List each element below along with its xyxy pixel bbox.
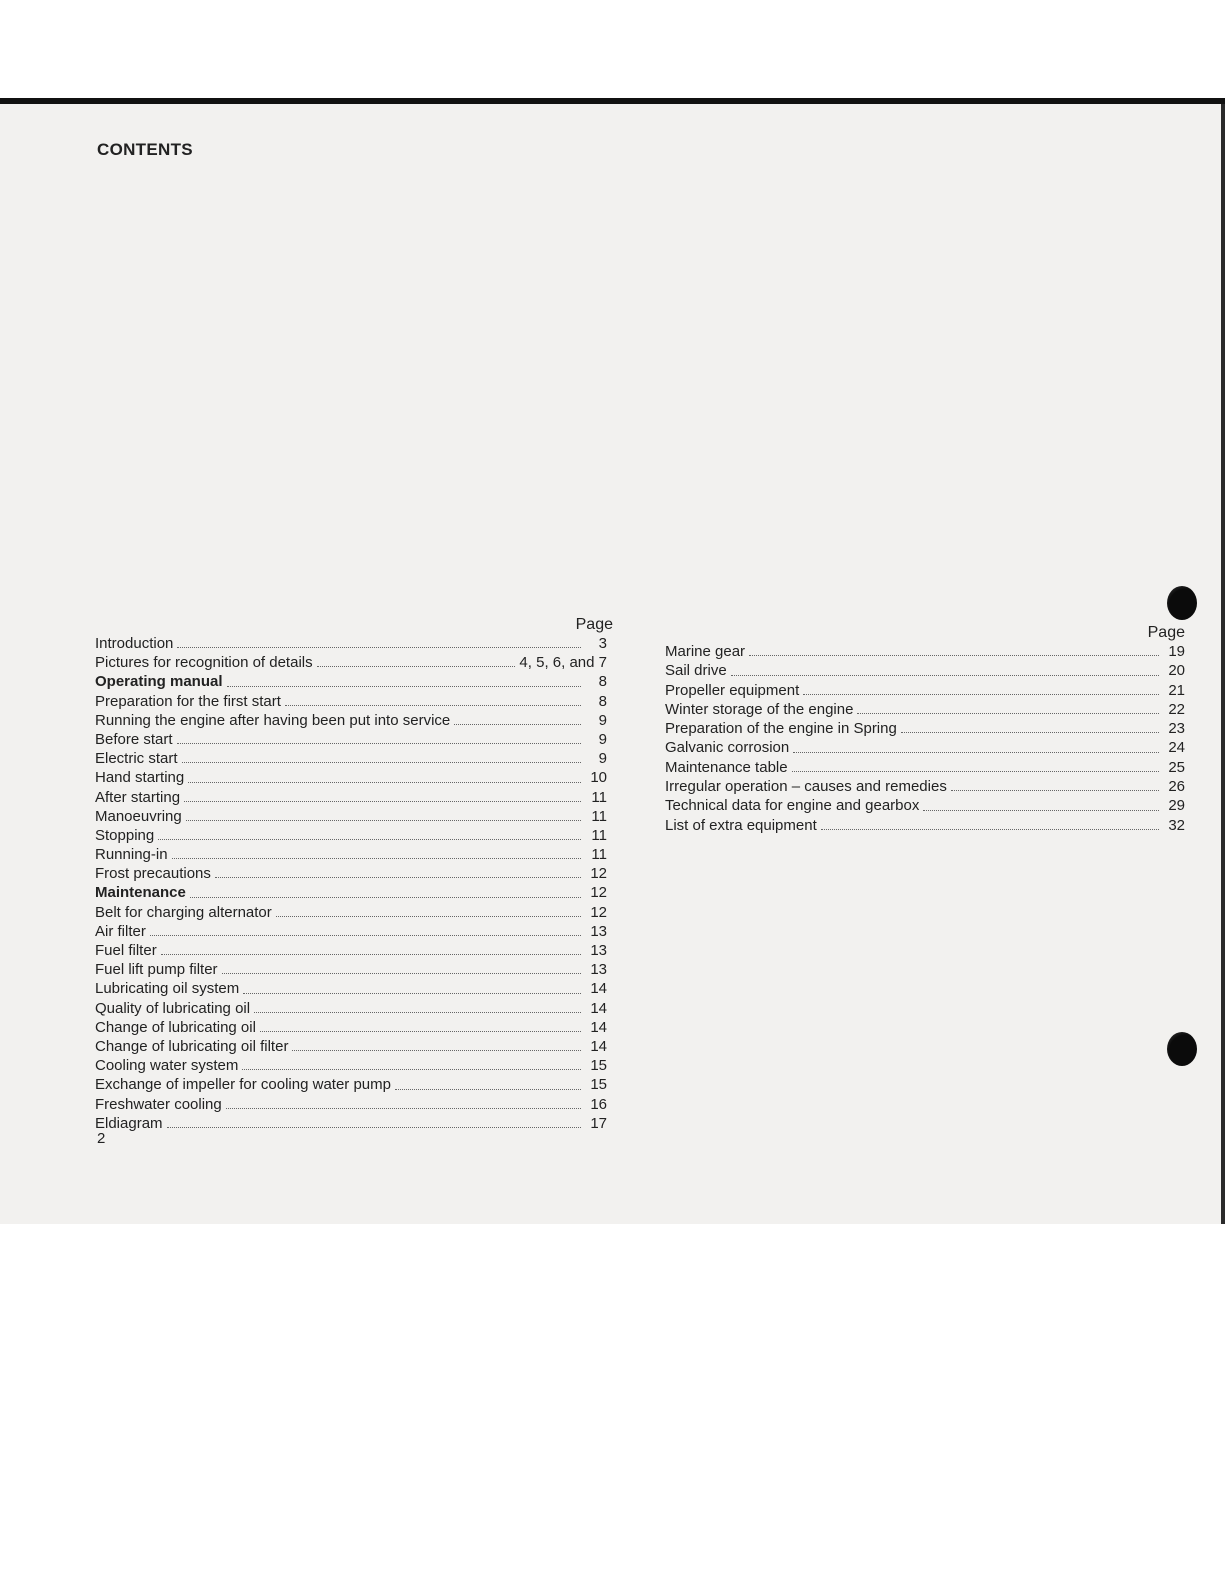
toc-entry-title: Cooling water system: [95, 1057, 239, 1075]
toc-entry: [95, 634, 615, 653]
toc-entry-title: Freshwater cooling: [95, 1095, 222, 1113]
toc-entry-title: Preparation for the first start: [95, 692, 281, 710]
toc-entry-title: Propeller equipment: [665, 681, 800, 699]
toc-entry-title: Belt for charging alternator: [95, 903, 272, 921]
contents-column-left: [95, 616, 615, 1133]
toc-entry: [95, 883, 615, 902]
dot-leader: [857, 712, 1159, 714]
toc-entry-page: 32: [1168, 816, 1185, 834]
toc-entry-page: 9: [598, 711, 607, 729]
dot-leader: [731, 674, 1159, 676]
toc-entry-page: 14: [590, 1018, 607, 1036]
contents-heading: CONTENTS: [97, 140, 193, 159]
toc-entry-title: Fuel filter: [95, 942, 157, 959]
toc-entry-page: 24: [1168, 739, 1185, 757]
toc-entry-page: 17: [590, 1114, 607, 1132]
page-number: 2: [97, 1130, 106, 1147]
toc-entry-title: Change of lubricating oil: [95, 1018, 256, 1036]
dot-leader: [215, 876, 581, 878]
toc-entry: [665, 777, 1185, 796]
toc-entry: [95, 672, 615, 691]
toc-entry-title: Preparation of the engine in Spring: [665, 720, 897, 738]
dot-leader: [222, 972, 581, 974]
toc-entry: [95, 864, 615, 883]
toc-entry-title: Maintenance table: [665, 758, 788, 776]
toc-entry-page: 20: [1168, 662, 1185, 680]
toc-entry-title: Technical data for engine and gearbox: [665, 797, 920, 815]
toc-entry-title: List of extra equipment: [665, 816, 817, 834]
toc-entry-title: Exchange of impeller for cooling water pump: [95, 1076, 391, 1094]
dot-leader: [749, 654, 1159, 656]
dot-leader: [177, 646, 581, 648]
dot-leader: [227, 685, 581, 687]
toc-entry-page: 11: [591, 788, 607, 806]
toc-entry-page: 13: [590, 961, 607, 979]
toc-entry-title: Operating manual: [95, 673, 223, 691]
toc-entry-page: 16: [590, 1095, 607, 1113]
toc-entry: [95, 730, 615, 749]
toc-entry-title: Maintenance: [95, 884, 186, 902]
toc-entry-page: 11: [591, 846, 607, 864]
toc-entry-page: 9: [598, 730, 607, 748]
toc-entry-page: 26: [1168, 778, 1185, 796]
right-entry-list: [665, 642, 1185, 835]
toc-entry: [95, 941, 615, 960]
dot-leader: [242, 1068, 581, 1070]
toc-entry: [95, 845, 615, 864]
dot-leader: [188, 781, 581, 783]
left-entry-list: [95, 634, 615, 1133]
dot-leader: [260, 1030, 581, 1032]
toc-entry-page: 23: [1168, 720, 1185, 738]
dot-leader: [951, 789, 1159, 791]
page-column-header: Page: [1147, 624, 1185, 641]
toc-entry-page: 14: [590, 1037, 607, 1055]
toc-entry: [95, 1018, 615, 1037]
dot-leader: [182, 761, 581, 763]
toc-entry: [665, 642, 1185, 661]
toc-entry-title: Air filter: [95, 922, 146, 940]
toc-entry-page: 19: [1168, 643, 1185, 660]
dot-leader: [150, 934, 581, 936]
dot-leader: [923, 809, 1159, 811]
toc-entry: [95, 979, 615, 998]
toc-entry-page: 15: [590, 1057, 607, 1075]
dot-leader: [292, 1049, 581, 1051]
dot-leader: [803, 693, 1159, 695]
toc-entry: [665, 719, 1185, 738]
toc-entry-title: Marine gear: [665, 643, 746, 660]
toc-entry-page: 11: [591, 826, 607, 844]
toc-entry: [95, 826, 615, 845]
toc-entry-page: 21: [1168, 681, 1185, 699]
dot-leader: [395, 1088, 581, 1090]
toc-entry-page: 11: [591, 807, 607, 825]
toc-entry-page: 3: [598, 635, 607, 652]
dot-leader: [243, 992, 581, 994]
toc-entry-title: Introduction: [95, 635, 174, 652]
dot-leader: [161, 953, 581, 955]
toc-entry: [665, 796, 1185, 815]
toc-entry-page: 13: [590, 922, 607, 940]
toc-entry: [95, 788, 615, 807]
dot-leader: [190, 896, 581, 898]
toc-entry-page: 22: [1168, 700, 1185, 718]
toc-entry: [95, 692, 615, 711]
dot-leader: [184, 800, 581, 802]
contents-column-right: [665, 624, 1185, 835]
toc-entry-title: Running-in: [95, 846, 168, 864]
toc-entry-title: Electric start: [95, 750, 178, 768]
dot-leader: [276, 915, 581, 917]
dot-leader: [317, 665, 516, 667]
toc-entry: [95, 1037, 615, 1056]
dot-leader: [158, 838, 581, 840]
dot-leader: [792, 770, 1159, 772]
dot-leader: [793, 751, 1159, 753]
toc-entry: [95, 1114, 615, 1133]
toc-entry-title: After starting: [95, 788, 181, 806]
toc-entry-page: 12: [590, 865, 607, 883]
toc-entry: [665, 661, 1185, 680]
toc-entry-title: Manoeuvring: [95, 807, 182, 825]
toc-entry: [95, 903, 615, 922]
toc-entry-title: Eldiagram: [95, 1114, 163, 1132]
toc-entry-title: Stopping: [95, 826, 155, 844]
page-column-header: Page: [575, 616, 613, 633]
toc-entry-page: 8: [598, 692, 607, 710]
binder-hole-icon: [1167, 586, 1197, 620]
toc-entry-page: 25: [1168, 758, 1185, 776]
toc-entry-page: 14: [590, 980, 607, 998]
toc-entry: [665, 738, 1185, 757]
toc-entry: [95, 711, 615, 730]
toc-entry-title: Pictures for recognition of details: [95, 654, 313, 672]
toc-entry: [665, 758, 1185, 777]
toc-entry-page: 15: [590, 1076, 607, 1094]
toc-entry: [95, 653, 615, 672]
toc-entry: [665, 681, 1185, 700]
toc-entry-title: Before start: [95, 730, 173, 748]
toc-entry: [95, 1075, 615, 1094]
dot-leader: [226, 1107, 581, 1109]
toc-entry-title: Quality of lubricating oil: [95, 999, 251, 1017]
toc-entry: [95, 1056, 615, 1075]
toc-entry-title: Fuel lift pump filter: [95, 961, 218, 979]
toc-entry-page: 8: [598, 673, 607, 691]
toc-entry-page: 4, 5, 6, and 7: [519, 654, 607, 672]
toc-entry: [665, 700, 1185, 719]
toc-entry: [95, 807, 615, 826]
document-page: [0, 98, 1225, 1224]
dot-leader: [167, 1126, 581, 1128]
dot-leader: [901, 731, 1159, 733]
toc-entry-title: Running the engine after having been put into service: [95, 711, 451, 729]
toc-entry-title: Lubricating oil system: [95, 980, 240, 998]
toc-entry-title: Galvanic corrosion: [665, 739, 790, 757]
dot-leader: [454, 723, 581, 725]
dot-leader: [186, 819, 581, 821]
toc-entry-page: 9: [598, 750, 607, 768]
toc-entry: [95, 749, 615, 768]
toc-entry-page: 13: [590, 942, 607, 959]
dot-leader: [285, 704, 581, 706]
toc-entry: [665, 816, 1185, 835]
toc-entry: [95, 960, 615, 979]
toc-entry: [95, 1095, 615, 1114]
dot-leader: [254, 1011, 581, 1013]
binder-hole-icon: [1167, 1032, 1197, 1066]
toc-entry: [95, 999, 615, 1018]
dot-leader: [177, 742, 581, 744]
toc-entry-title: Frost precautions: [95, 865, 211, 883]
toc-entry-title: Change of lubricating oil filter: [95, 1037, 289, 1055]
toc-entry-page: 29: [1168, 797, 1185, 815]
dot-leader: [821, 828, 1159, 830]
dot-leader: [172, 857, 581, 859]
toc-entry-page: 12: [590, 884, 607, 902]
toc-entry: [95, 768, 615, 787]
toc-entry: [95, 922, 615, 941]
toc-entry-page: 12: [590, 903, 607, 921]
toc-entry-page: 14: [590, 999, 607, 1017]
toc-entry-page: 10: [590, 769, 607, 787]
toc-entry-title: Irregular operation – causes and remedies: [665, 778, 947, 796]
toc-entry-title: Winter storage of the engine: [665, 700, 854, 718]
toc-entry-title: Sail drive: [665, 662, 727, 680]
toc-entry-title: Hand starting: [95, 769, 185, 787]
